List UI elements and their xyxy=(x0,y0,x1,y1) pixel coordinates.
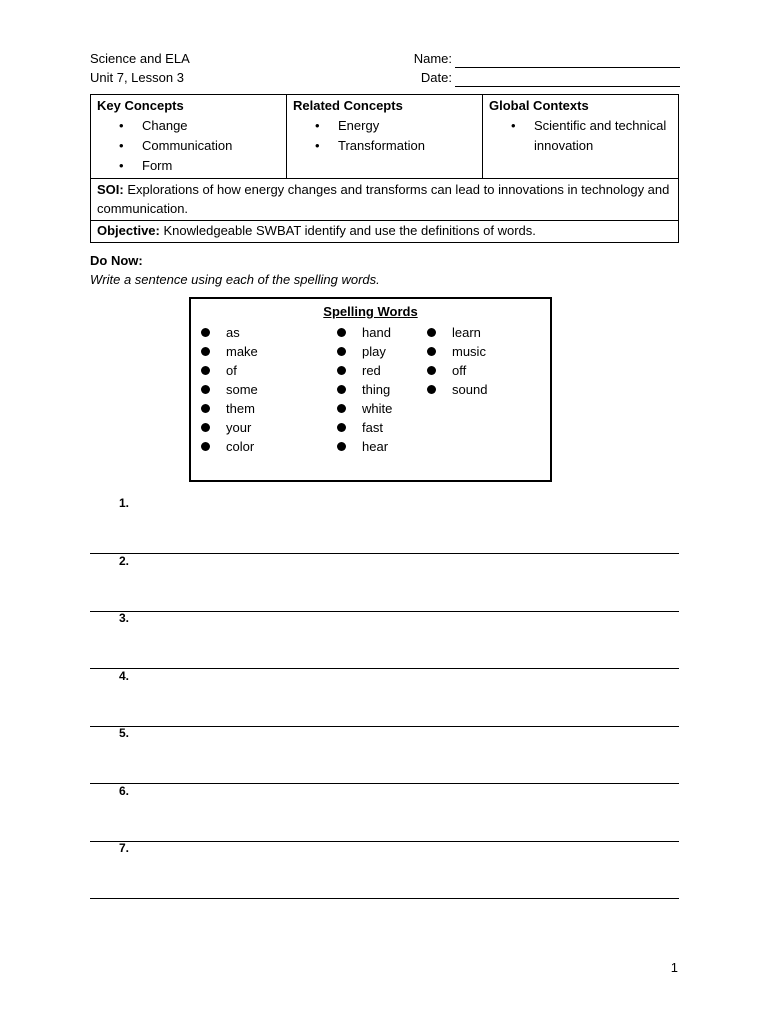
spelling-column-3 xyxy=(417,323,487,399)
do-now-instruction: Write a sentence using each of the spelling words. xyxy=(90,272,380,287)
spelling-word: color xyxy=(191,437,258,456)
spelling-words-box xyxy=(189,297,552,482)
sentence-line-5[interactable] xyxy=(90,726,679,784)
soi-label: SOI: xyxy=(97,182,124,197)
spelling-column-2 xyxy=(327,323,392,456)
spelling-word: some xyxy=(191,380,258,399)
spelling-word: hear xyxy=(327,437,392,456)
related-concepts-list xyxy=(293,116,476,156)
line-number: 4. xyxy=(119,669,130,683)
spelling-word: white xyxy=(327,399,392,418)
objective-label: Objective: xyxy=(97,223,160,238)
spelling-word: thing xyxy=(327,380,392,399)
spelling-column-1 xyxy=(191,323,258,456)
global-contexts-list xyxy=(489,116,672,156)
spelling-word: fast xyxy=(327,418,392,437)
name-label: Name: xyxy=(413,51,452,66)
concepts-table xyxy=(90,94,679,243)
key-concepts-heading: Key Concepts xyxy=(97,98,184,113)
line-number: 1. xyxy=(119,496,130,510)
spelling-word: music xyxy=(417,342,487,361)
spelling-word: as xyxy=(191,323,258,342)
spelling-word: of xyxy=(191,361,258,380)
list-item: • Transformation xyxy=(293,136,476,156)
sentence-line-2[interactable] xyxy=(90,554,679,612)
line-number: 7. xyxy=(119,841,130,855)
name-row xyxy=(408,49,680,68)
soi-cell xyxy=(91,179,679,221)
list-item: • Change xyxy=(97,116,280,136)
objective-text: Knowledgeable SWBAT identify and use the definitions of words. xyxy=(163,223,536,238)
header-left xyxy=(90,49,190,87)
sentence-line-6[interactable] xyxy=(90,784,679,842)
list-item: • Communication xyxy=(97,136,280,156)
spelling-word: sound xyxy=(417,380,487,399)
do-now-section xyxy=(90,251,380,289)
sentence-line-1[interactable] xyxy=(90,496,679,554)
spelling-word: make xyxy=(191,342,258,361)
course-title: Science and ELA xyxy=(90,51,190,66)
do-now-title: Do Now: xyxy=(90,253,143,268)
spelling-word: off xyxy=(417,361,487,380)
sentence-line-3[interactable] xyxy=(90,611,679,669)
spelling-word: learn xyxy=(417,323,487,342)
unit-lesson: Unit 7, Lesson 3 xyxy=(90,70,184,85)
line-number: 6. xyxy=(119,784,130,798)
list-item: • Scientific and technical innovation xyxy=(489,116,672,156)
spelling-word: your xyxy=(191,418,258,437)
spelling-word: play xyxy=(327,342,392,361)
spelling-words-title: Spelling Words xyxy=(323,304,418,319)
line-number: 3. xyxy=(119,611,130,625)
key-concepts-cell xyxy=(91,95,287,179)
line-number: 5. xyxy=(119,726,130,740)
date-label: Date: xyxy=(420,70,452,85)
date-row xyxy=(408,68,680,87)
spelling-word: them xyxy=(191,399,258,418)
list-item: • Energy xyxy=(293,116,476,136)
header-right xyxy=(408,49,680,87)
spelling-word: red xyxy=(327,361,392,380)
related-concepts-heading: Related Concepts xyxy=(293,98,403,113)
page-number: 1 xyxy=(670,960,678,975)
spelling-word: hand xyxy=(327,323,392,342)
list-item: • Form xyxy=(97,156,280,176)
key-concepts-list xyxy=(97,116,280,176)
objective-cell xyxy=(91,221,679,243)
name-field[interactable] xyxy=(455,54,680,68)
soi-row xyxy=(91,179,679,221)
global-contexts-cell xyxy=(483,95,679,179)
global-contexts-heading: Global Contexts xyxy=(489,98,589,113)
concepts-row xyxy=(91,95,679,179)
sentence-line-7[interactable] xyxy=(90,841,679,899)
line-number: 2. xyxy=(119,554,130,568)
sentence-line-4[interactable] xyxy=(90,669,679,727)
related-concepts-cell xyxy=(287,95,483,179)
soi-text: Explorations of how energy changes and transforms can lead to innovations in technology and communication. xyxy=(97,182,670,216)
objective-row xyxy=(91,221,679,243)
date-field[interactable] xyxy=(455,73,680,87)
